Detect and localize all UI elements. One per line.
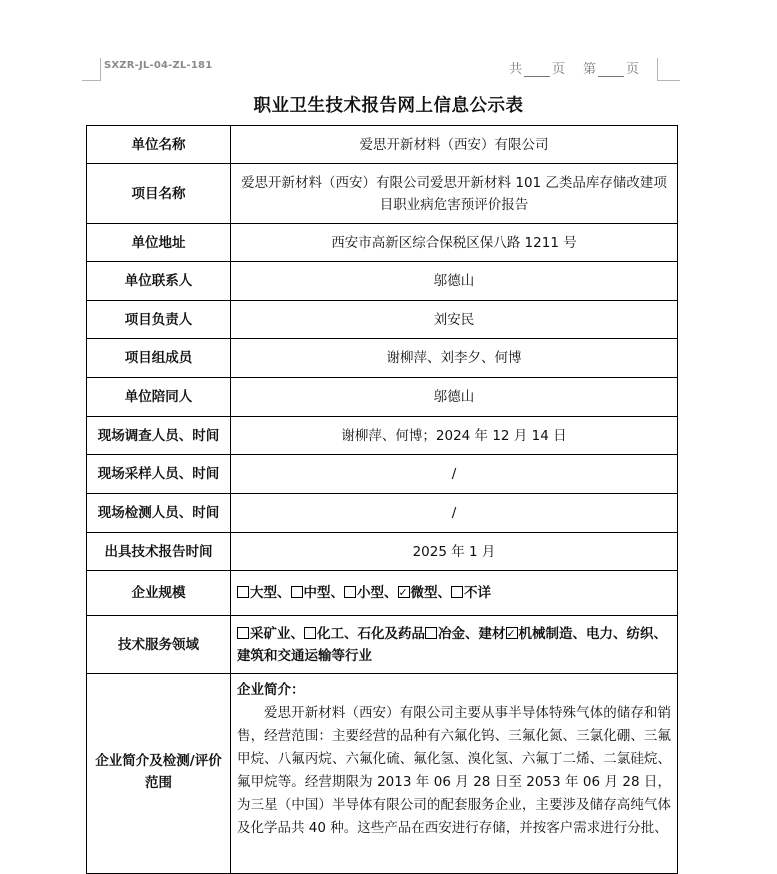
domain-label: 技术服务领域: [87, 616, 231, 674]
page-total-unit: 页: [551, 62, 565, 77]
separator: 、: [437, 585, 451, 601]
intro-label: 企业简介及检测/评价范围: [87, 674, 231, 874]
scale-checkbox-small[interactable]: [344, 586, 356, 598]
project-lead-value: 刘安民: [231, 301, 678, 339]
page-current-label: 第: [582, 62, 596, 77]
table-row: [87, 164, 678, 224]
page-current-blank: [598, 64, 624, 77]
table-row: [87, 616, 678, 674]
page-title: 职业卫生技术报告网上信息公示表: [253, 96, 524, 116]
domain-options: [231, 616, 678, 674]
table-row: [87, 417, 678, 455]
separator: 、: [384, 585, 398, 601]
report-time-label: 出具技术报告时间: [87, 533, 231, 571]
table-row: [87, 126, 678, 164]
table-row: [87, 674, 678, 874]
contact-label: 单位联系人: [87, 262, 231, 301]
report-time-value: 2025 年 1 月: [231, 533, 678, 571]
scale-checkbox-unknown[interactable]: [451, 586, 463, 598]
crop-mark-top-left: [82, 58, 101, 81]
sampling-label: 现场采样人员、时间: [87, 455, 231, 494]
domain-option-metallurgy: 冶金、建材: [438, 625, 506, 642]
table-row: [87, 224, 678, 262]
unit-name-value: 爱思开新材料（西安）有限公司: [231, 126, 678, 164]
domain-checkbox-machinery[interactable]: [506, 627, 518, 639]
table-row: [87, 339, 678, 378]
survey-value: 谢柳萍、何博；2024 年 12 月 14 日: [231, 417, 678, 455]
domain-option-machinery: 机械制造、电力、纺织、建筑和交通运输等行业: [237, 625, 667, 664]
intro-heading: 企业简介：: [237, 682, 305, 698]
intro-content: [231, 674, 678, 874]
scale-option-medium: 中型: [303, 585, 331, 601]
scale-checkbox-large[interactable]: [237, 586, 249, 598]
page-count: [509, 58, 639, 77]
project-lead-label: 项目负责人: [87, 301, 231, 339]
page-current-unit: 页: [625, 62, 639, 77]
survey-label: 现场调查人员、时间: [87, 417, 231, 455]
scale-option-micro: 微型: [410, 585, 438, 601]
address-value: 西安市高新区综合保税区保八路 1211 号: [231, 224, 678, 262]
page-total-blank: [524, 64, 550, 77]
domain-checkbox-metallurgy[interactable]: [425, 627, 437, 639]
address-label: 单位地址: [87, 224, 231, 262]
table-row: [87, 262, 678, 301]
table-row: [87, 494, 678, 533]
domain-option-chemical: 化工、石化及药品: [317, 625, 425, 642]
project-name-label: 项目名称: [87, 164, 231, 224]
unit-name-label: 单位名称: [87, 126, 231, 164]
intro-body: 爱思开新材料（西安）有限公司主要从事半导体特殊气体的储存和销售，经营范围：主要经营的品种有六氟化钨、三氟化氮、三氯化硼、三氟甲烷、八氟丙烷、六氟化硫、氟化氢、溴化氢、六氟丁二烯、二氯硅烷、氟甲烷等。经营期限为 2013 年 06 月 28 日至 2053 年 06 月 28 日，为三星（中国）半导体有限公司的配套服务企业，主要涉及储存高纯气体及化学品共 40 种。这些产品在西安进行存储，并按客户需求进行分批、: [237, 705, 671, 836]
scale-label: 企业规模: [87, 571, 231, 616]
contact-value: 邬德山: [231, 262, 678, 301]
table-row: [87, 455, 678, 494]
separator: 、: [277, 585, 291, 601]
crop-mark-top-right: [657, 58, 680, 81]
testing-label: 现场检测人员、时间: [87, 494, 231, 533]
domain-checkbox-mining[interactable]: [237, 627, 249, 639]
testing-value: /: [231, 494, 678, 533]
domain-option-mining: 采矿业、: [250, 625, 304, 642]
members-label: 项目组成员: [87, 339, 231, 378]
document-code: SXZR-JL-04-ZL-181: [104, 60, 213, 71]
table-row: [87, 301, 678, 339]
sampling-value: /: [231, 455, 678, 494]
members-value: 谢柳萍、刘李夕、何博: [231, 339, 678, 378]
scale-option-small: 小型: [357, 585, 384, 601]
scale-option-unknown: 不详: [464, 585, 491, 601]
escort-label: 单位陪同人: [87, 378, 231, 417]
table-row: [87, 571, 678, 616]
escort-value: 邬德山: [231, 378, 678, 417]
table-row: [87, 533, 678, 571]
page-total-label: 共: [508, 62, 522, 77]
info-table: [86, 125, 678, 874]
project-name-value: 爱思开新材料（西安）有限公司爱思开新材料 101 乙类品库存储改建项目职业病危害预评价报告: [231, 164, 678, 224]
table-row: [87, 378, 678, 417]
scale-checkbox-medium[interactable]: [291, 586, 303, 598]
scale-checkbox-micro[interactable]: [398, 586, 410, 598]
scale-option-large: 大型: [250, 585, 277, 601]
separator: 、: [330, 585, 344, 601]
domain-checkbox-chemical[interactable]: [304, 627, 316, 639]
scale-options: [231, 571, 678, 616]
